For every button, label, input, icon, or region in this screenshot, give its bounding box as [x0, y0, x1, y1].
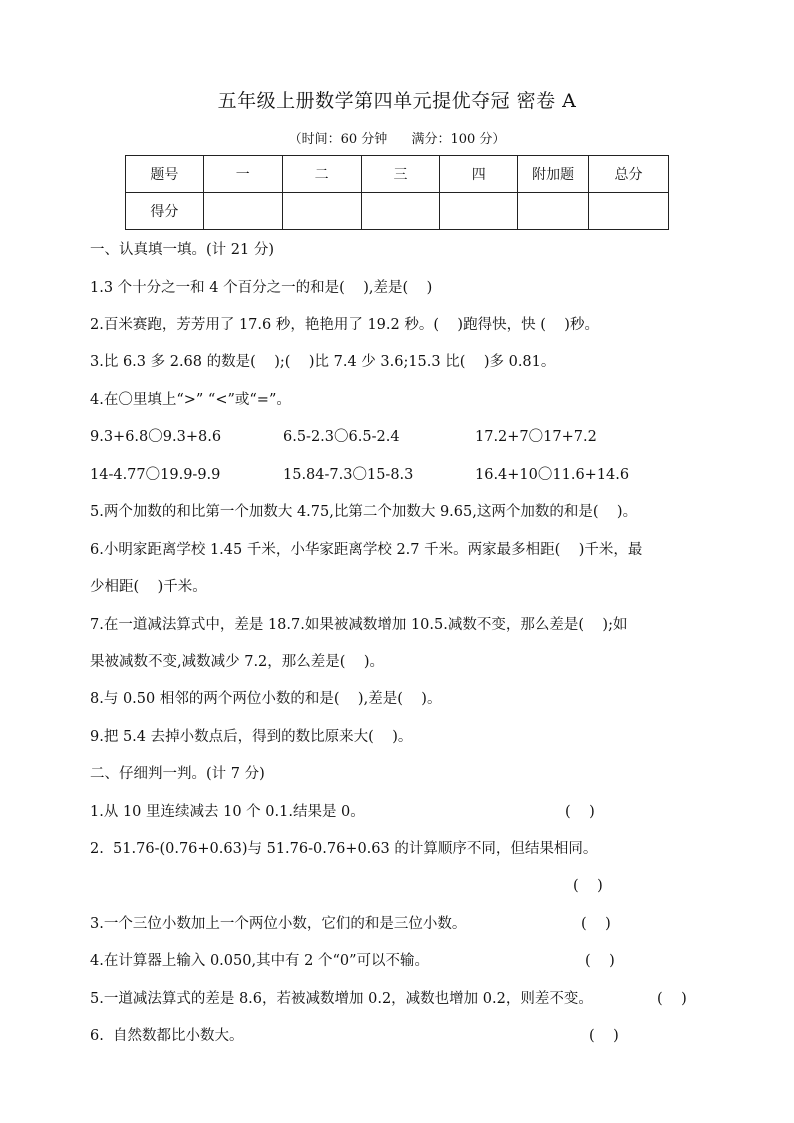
- answer-parentheses[interactable]: ( ): [585, 953, 615, 969]
- section1-heading: 一、认真填一填。(计 21 分): [90, 242, 274, 258]
- score-cell[interactable]: [203, 193, 282, 230]
- header-cell: 题号: [126, 156, 204, 193]
- question-1-5: 5.两个加数的和比第一个加数大 4.75,比第二个加数大 9.65,这两个加数的和是( )。: [90, 504, 638, 520]
- question-1-7-line2: 果被减数不变,减数减少 7.2，那么差是( )。: [90, 654, 385, 670]
- answer-parentheses[interactable]: ( ): [573, 878, 603, 894]
- score-row-label: 得分: [126, 193, 204, 230]
- compare-item: 9.3+6.8〇9.3+8.6: [90, 429, 222, 445]
- compare-item: 15.84-7.3〇15-8.3: [283, 467, 414, 483]
- compare-item: 6.5-2.3〇6.5-2.4: [283, 429, 400, 445]
- question-1-9: 9.把 5.4 去掉小数点后，得到的数比原来大( )。: [90, 729, 413, 745]
- question-1-6-line1: 6.小明家距离学校 1.45 千米，小华家距离学校 2.7 千米。两家最多相距( )千米，最: [90, 542, 643, 558]
- question-1-2: 2.百米赛跑，芳芳用了 17.6 秒，艳艳用了 19.2 秒。( )跑得快，快 ( )秒。: [90, 317, 599, 333]
- answer-parentheses[interactable]: ( ): [589, 1028, 619, 1044]
- score-table-score-row: [126, 193, 669, 230]
- score-table-header-row: [126, 156, 669, 193]
- question-1-7-line1: 7.在一道减法算式中，差是 18.7.如果被减数增加 10.5.减数不变，那么差是( );如: [90, 617, 628, 633]
- exam-subtitle: [0, 128, 794, 147]
- judge-question-5: 5.一道减法算式的差是 8.6，若被减数增加 0.2，减数也增加 0.2，则差不变。: [90, 991, 593, 1007]
- section2-heading: 二、仔细判一判。(计 7 分): [90, 766, 265, 782]
- time-limit: （时间：60 分钟: [288, 132, 388, 147]
- answer-parentheses[interactable]: ( ): [581, 916, 611, 932]
- header-cell: 一: [203, 156, 282, 193]
- exam-title: 五年级上册数学第四单元提优夺冠 密卷 A: [217, 90, 577, 112]
- judge-question-2: 2. 51.76-(0.76+0.63)与 51.76-0.76+0.63 的计算顺序不同，但结果相同。: [90, 841, 598, 857]
- full-score: 满分：100 分）: [411, 132, 506, 147]
- score-cell[interactable]: [440, 193, 518, 230]
- compare-item: 17.2+7〇17+7.2: [475, 429, 597, 445]
- judge-question-3: 3.一个三位小数加上一个两位小数，它们的和是三位小数。: [90, 916, 467, 932]
- question-1-1: 1.3 个十分之一和 4 个百分之一的和是( ),差是( ): [90, 280, 433, 296]
- score-cell[interactable]: [589, 193, 669, 230]
- header-cell: 三: [361, 156, 440, 193]
- question-1-6-line2: 少相距( )千米。: [90, 579, 207, 595]
- score-cell[interactable]: [282, 193, 361, 230]
- score-table: [125, 155, 669, 230]
- header-cell: 总分: [589, 156, 669, 193]
- question-1-4: 4.在〇里填上“>” “<”或“=”。: [90, 392, 291, 408]
- header-cell: 附加题: [518, 156, 589, 193]
- judge-question-4: 4.在计算器上输入 0.050,其中有 2 个“0”可以不输。: [90, 953, 430, 969]
- header-cell: 四: [440, 156, 518, 193]
- compare-item: 16.4+10〇11.6+14.6: [475, 467, 630, 483]
- question-1-3: 3.比 6.3 多 2.68 的数是( );( )比 7.4 少 3.6;15.3 比( )多 0.81。: [90, 354, 556, 370]
- compare-item: 14-4.77〇19.9-9.9: [90, 467, 221, 483]
- question-1-8: 8.与 0.50 相邻的两个两位小数的和是( ),差是( )。: [90, 691, 442, 707]
- judge-question-1: 1.从 10 里连续减去 10 个 0.1.结果是 0。: [90, 804, 365, 820]
- score-cell[interactable]: [361, 193, 440, 230]
- answer-parentheses[interactable]: ( ): [565, 804, 595, 820]
- score-cell[interactable]: [518, 193, 589, 230]
- answer-parentheses[interactable]: ( ): [657, 991, 687, 1007]
- judge-question-6: 6. 自然数都比小数大。: [90, 1028, 244, 1044]
- header-cell: 二: [282, 156, 361, 193]
